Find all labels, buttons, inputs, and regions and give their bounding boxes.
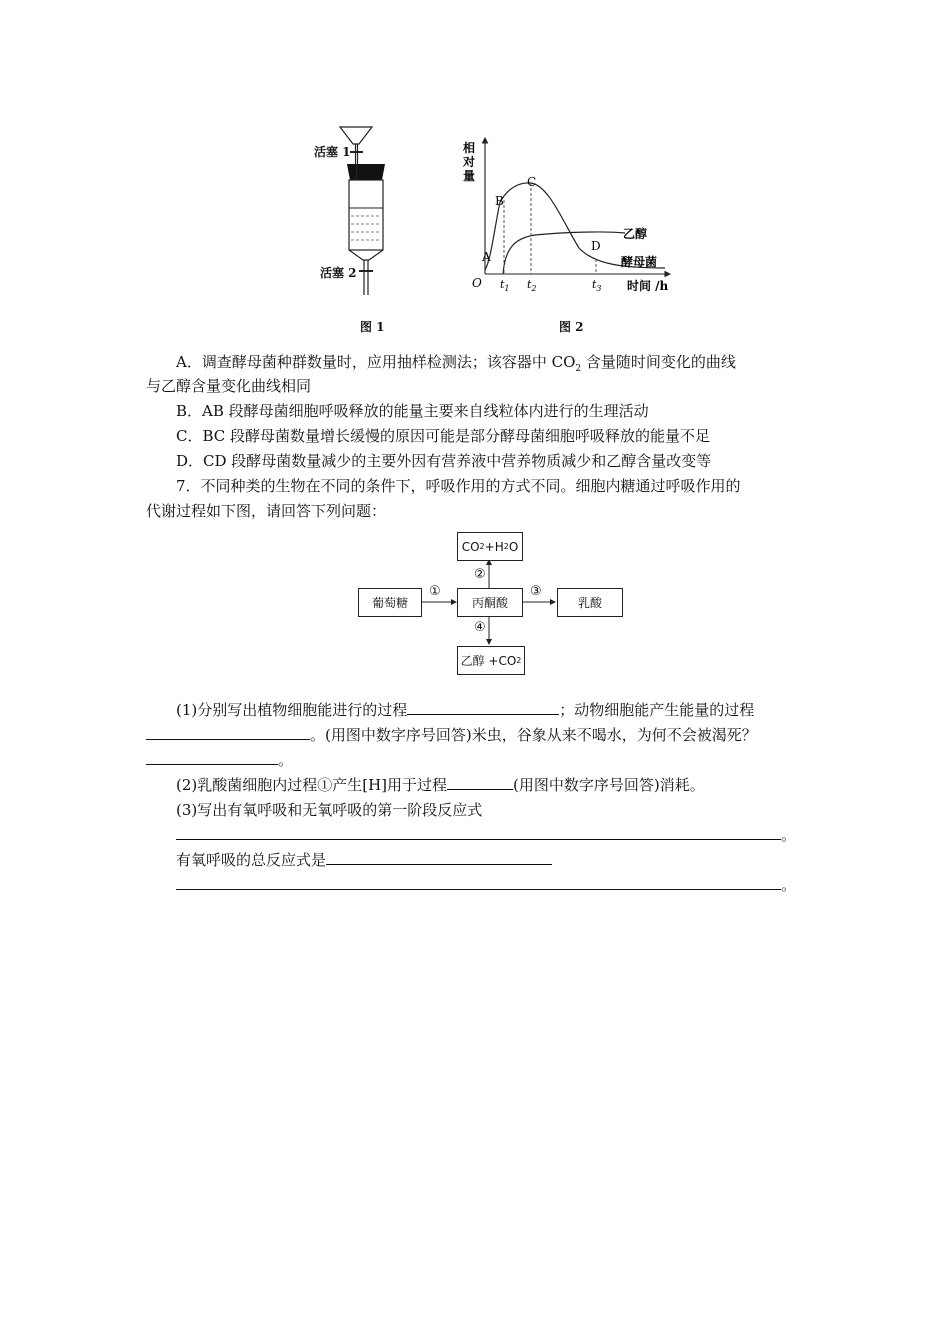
question-3-total: 有氧呼吸的总反应式是 xyxy=(146,848,806,873)
step-4-label: ④ xyxy=(474,620,486,635)
y-axis-label-1: 对 xyxy=(463,155,476,169)
point-label-c: C xyxy=(527,175,537,189)
answer-blank[interactable] xyxy=(407,699,559,715)
valve1-label: 活塞 1 xyxy=(314,145,351,159)
question-2: (2)乳酸菌细胞内过程①产生[H]用于过程 (用图中数字序号回答)消耗。 xyxy=(176,776,705,794)
series-label-yeast: 酵母菌 xyxy=(621,255,658,269)
y-axis-label-0: 相 xyxy=(463,141,476,155)
answer-blank[interactable] xyxy=(146,749,278,765)
tick-label-t3: $t_3$ xyxy=(592,278,602,293)
question7-intro-line1: 7．不同种类的生物在不同的条件下，呼吸作用的方式不同。细胞内糖通过呼吸作用的 xyxy=(176,477,741,495)
tick-label-t1: $t_1$ xyxy=(500,278,510,293)
option-a-line1: A．调查酵母菌种群数量时，应用抽样检测法；该容器中 $CO_2$ 含量随时间变化的曲线 xyxy=(176,353,736,374)
node-glucose: 葡萄糖 xyxy=(358,588,422,617)
step-2-label: ② xyxy=(474,567,486,582)
node-ethanol-co2: 乙醇 +CO 2 xyxy=(457,646,525,675)
question-1-line2: 。(用图中数字序号回答)米虫，谷象从来不喝水，为何不会被渴死？ xyxy=(146,723,806,748)
x-axis-label: 时间 /h xyxy=(627,279,669,293)
figure1-caption: 图 1 xyxy=(360,320,385,334)
node-lactate: 乳酸 xyxy=(557,588,623,617)
step-3-label: ③ xyxy=(530,584,542,599)
option-b: B．AB 段酵母菌细胞呼吸释放的能量主要来自线粒体内进行的生理活动 xyxy=(176,402,649,420)
series-label-ethanol: 乙醇 xyxy=(623,227,648,241)
question-3: (3)写出有氧呼吸和无氧呼吸的第一阶段反应式 xyxy=(176,801,483,819)
point-label-a: A xyxy=(482,250,491,264)
y-axis-label-2: 量 xyxy=(463,169,476,183)
point-label-d: D xyxy=(591,239,601,253)
option-d: D．CD 段酵母菌数量减少的主要外因有营养液中营养物质减少和乙醇含量改变等 xyxy=(176,452,712,470)
question-3-answer-line: 。 xyxy=(146,823,836,848)
answer-blank[interactable] xyxy=(176,824,781,840)
question7-intro-line2: 代谢过程如下图，请回答下列问题： xyxy=(146,502,387,520)
option-c: C．BC 段酵母菌数量增长缓慢的原因可能是部分酵母菌细胞呼吸释放的能量不足 xyxy=(176,427,711,445)
question-3-total-answer-line: 。 xyxy=(146,873,836,898)
answer-blank[interactable] xyxy=(326,849,552,865)
answer-blank[interactable] xyxy=(176,874,781,890)
node-co2-h2o: CO 2 +H 2 O xyxy=(457,532,523,561)
origin-label: O xyxy=(472,276,482,290)
answer-blank[interactable] xyxy=(146,724,310,740)
series-ethanol-line xyxy=(503,232,625,274)
node-pyruvate: 丙酮酸 xyxy=(457,588,523,617)
point-label-b: B xyxy=(495,194,504,208)
answer-blank[interactable] xyxy=(447,774,513,790)
tick-label-t2: $t_2$ xyxy=(527,278,537,293)
option-a-line2: 与乙醇含量变化曲线相同 xyxy=(146,377,312,395)
figure2-caption: 图 2 xyxy=(559,320,584,334)
step-1-label: ① xyxy=(429,584,441,599)
question-1-line3: 。 xyxy=(146,748,806,773)
figure2-chart xyxy=(455,130,680,300)
valve2-label: 活塞 2 xyxy=(320,266,357,280)
question-1-line1: (1)分别写出植物细胞能进行的过程 ；动物细胞能产生能量的过程 xyxy=(176,701,755,719)
